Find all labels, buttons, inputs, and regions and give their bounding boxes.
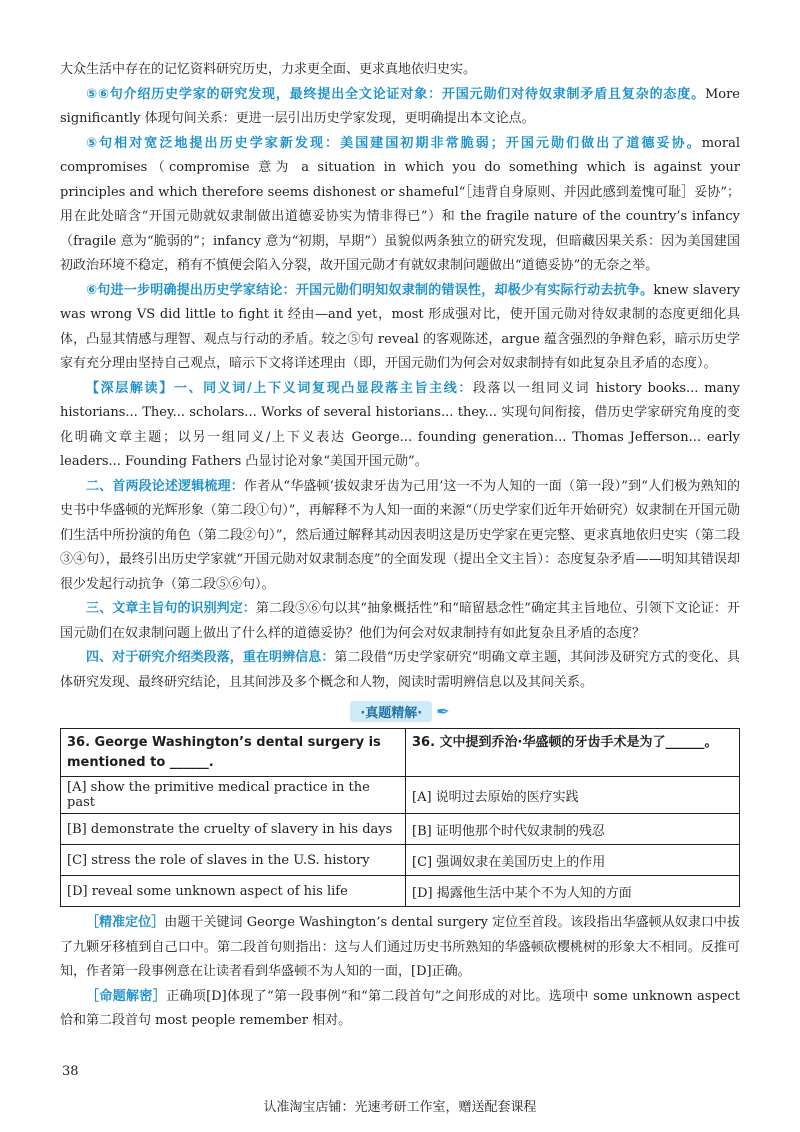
paragraph-3 (60, 279, 740, 377)
paragraph-1 (60, 83, 740, 132)
option-row-d (61, 876, 740, 907)
question-table (60, 728, 740, 907)
paragraph-3-rest: knew slavery was wrong VS did little to fight it 经由—and yet，most 形成强对比，使开国元勋对待奴隶制的态度更细化具体，凸显其情感与理智、观点与行动的矛盾。较之⑤句 reveal 的客观陈述，argue 蕴含强烈的争辩色彩，暗示历史学家有充分理由坚持自己观点，暗示下文将详述理由（即，开国元勋们为何会对奴隶制持有如此复杂且矛盾的态度）。 (60, 282, 740, 371)
option-row-a (61, 777, 740, 814)
option-b-zh: [B] 证明他那个时代奴隶制的残忍 (406, 814, 740, 845)
question-head-row (61, 729, 740, 777)
option-c-en: [C] stress the role of slaves in the U.S. history (61, 845, 406, 876)
deep-reading-head: 【深层解读】一、同义词/上下义词复现凸显段落主旨主线： (86, 380, 474, 396)
paragraph-2-head: ⑤句相对宽泛地提出历史学家新发现：美国建国初期非常脆弱；开国元勋们做出了道德妥协。 (86, 135, 702, 151)
page-number: 38 (62, 1064, 79, 1079)
paragraph-4 (60, 377, 740, 475)
quill-icon: ✒ (436, 702, 450, 721)
footer-note: 认准淘宝店铺：光速考研工作室，赠送配套课程 (263, 1100, 537, 1115)
paragraph-7-rest: 第二段借“历史学家研究”明确文章主题，其间涉及研究方式的变化、具体研究发现、最终研究结论，且其间涉及多个概念和人物，阅读时需明辨信息以及其间关系。 (60, 650, 740, 690)
paragraph-5-head: 二、首两段论述逻辑梳理： (86, 478, 244, 494)
paragraph-6-rest: 第二段⑤⑥句以其“抽象概括性”和“暗留悬念性”确定其主旨地位、引领下文论证：开国元勋们在奴隶制问题上做出了什么样的道德妥协？他们为何会对奴隶制持有如此复杂且矛盾的态度？ (60, 601, 740, 641)
paragraph-4-rest: 段落以一组同义词 history books... many historians... They... scholars... Works of several historians... they... 实现句间衔接，借历史学家研究角度的变化明确文章主题；以另一组同义/上下义表达 George... founding generation... Thomas Jefferson... early leaders... Founding Fathers 凸显讨论对象“美国开国元勋”。 (60, 380, 740, 469)
paragraph-3-head: ⑥句进一步明确提出历史学家结论：开国元勋们明知奴隶制的错误性，却极少有实际行动去抗争。 (86, 282, 654, 298)
option-d-zh: [D] 揭露他生活中某个不为人知的方面 (406, 876, 740, 907)
option-a-en: [A] show the primitive medical practice in the past (61, 777, 406, 814)
analysis-decode (60, 985, 740, 1034)
option-a-zh: [A] 说明过去原始的医疗实践 (406, 777, 740, 814)
paragraph-6-head: 三、文章主旨句的识别判定： (86, 601, 256, 616)
paragraph-7-head: 四、对于研究介绍类段落，重在明辨信息： (86, 650, 335, 665)
analysis-locate-head: ［精准定位］ (86, 915, 165, 930)
paragraph-1-rest: More significantly 体现句间关系：更进一层引出历史学家发现，更明确提出本文论点。 (60, 86, 740, 126)
analysis-decode-head: ［命题解密］ (86, 988, 167, 1004)
option-c-zh: [C] 强调奴隶在美国历史上的作用 (406, 845, 740, 876)
option-d-en: [D] reveal some unknown aspect of his life (61, 876, 406, 907)
option-row-c (61, 845, 740, 876)
analysis-decode-rest: 正确项[D]体现了“第一段事例”和“第二段首句”之间形成的对比。选项中 some unknown aspect 恰和第二段首句 most people remember 相对。 (60, 988, 740, 1028)
option-row-b (61, 814, 740, 845)
paragraph-6 (60, 597, 740, 646)
section-banner (60, 701, 740, 722)
option-b-en: [B] demonstrate the cruelty of slavery in his days (61, 814, 406, 845)
paragraph-2-rest: moral compromises（compromise 意为 a situation in which you do something which is against your principles and which therefore seems dishonest or shameful“［违背自身原则、并因此感到羞愧可耻］妥协”；用在此处暗含“开国元勋就奴隶制做出道德妥协实为情非得已”）和 the fragile nature of the country’s infancy（fragile 意为“脆弱的”；infancy 意为“初期，早期”）虽貌似两条独立的研究发现，但暗藏因果关系：因为美国建国初政治环境不稳定，稍有不慎便会陷入分裂，故开国元勋才有就奴隶制问题做出“道德妥协”的无奈之举。 (60, 135, 740, 273)
paragraph-1-head: ⑤⑥句介绍历史学家的研究发现，最终提出全文论证对象：开国元勋们对待奴隶制矛盾且复杂的态度。 (86, 86, 705, 102)
banner-label: ·真题精解· (350, 701, 432, 722)
analysis-locate-rest: 由题干关键词 George Washington’s dental surgery 定位至首段。该段指出华盛顿从奴隶口中拔了九颗牙移植到自己口中。第二段首句则指出：这与人们通过历史书所熟知的华盛顿砍樱桃树的形象大不相同。反推可知，作者第一段事例意在让读者看到华盛顿不为人知的一面，[D]正确。 (60, 915, 740, 979)
page-body (60, 58, 740, 1034)
question-en-stem: 36. George Washington’s dental surgery is mentioned to ______. (61, 729, 406, 777)
paragraph-5-rest: 作者从“华盛顿‘拔奴隶牙齿为己用’这一不为人知的一面（第一段）”到“人们极为熟知的史书中华盛顿的光辉形象（第二段①句）”，再解释不为人知一面的来源“（历史学家们近年开始研究）奴隶制在开国元勋们生活中所扮演的角色（第二段②句）”，然后通过解释其动因表明这是历史学家在更完整、更求真地依归史实（第二段③④句），最终引出历史学家就“开国元勋对奴隶制态度”的全面发现（提出全文主旨）：态度复杂矛盾——明知其错误却很少发起行动抗争（第二段⑤⑥句）。 (60, 478, 740, 592)
paragraph-5 (60, 475, 740, 598)
paragraph-2 (60, 132, 740, 279)
paragraph-7 (60, 646, 740, 695)
question-zh-stem: 36. 文中提到乔治·华盛顿的牙齿手术是为了______。 (406, 729, 740, 777)
paragraph-0: 大众生活中存在的记忆资料研究历史，力求更全面、更求真地依归史实。 (60, 62, 477, 77)
analysis-locate (60, 911, 740, 985)
